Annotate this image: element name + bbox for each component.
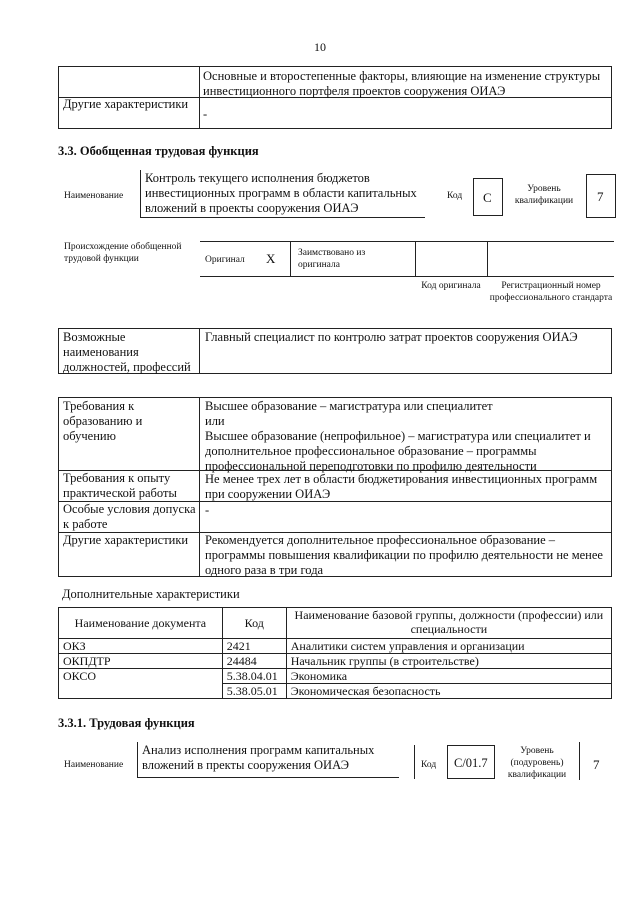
req-exp-value: Не менее трех лет в области бюджетирования инвестиционных программ при сооружении ОИАЭ [205, 472, 598, 501]
top-table-row1-value-cell [199, 66, 612, 98]
name-label: Наименование [64, 191, 124, 201]
tf-code-divider [414, 745, 415, 779]
level-label: Уровень квалификации [514, 184, 574, 206]
table-cell: Экономическая безопасность [286, 684, 611, 699]
other-label-cell [58, 532, 200, 577]
tf-code-value: С/01.7 [454, 756, 488, 770]
code-original-divider [415, 241, 416, 277]
req-exp-label: Требования к опыту практической работы [63, 471, 177, 500]
additional-title: Дополнительные характеристики [62, 587, 240, 601]
special-value-cell [199, 501, 612, 533]
req-edu-value-1: Высшее образование – магистратура или специалитет [205, 399, 493, 413]
origin-label: Происхождение обобщенной трудовой функции [64, 242, 182, 264]
section-title: 3.3. Обобщенная трудовая функция [58, 144, 259, 158]
top-table-row2-value-cell [199, 97, 612, 129]
level-value-cell [586, 174, 616, 218]
header-code: Код [222, 608, 286, 639]
table-cell: ОКСО [59, 669, 223, 699]
table-cell: Начальник группы (в строительстве) [286, 654, 611, 669]
tf-level-divider [579, 742, 580, 780]
table-cell: ОКПДТР [59, 654, 223, 669]
reg-number-label: Регистрационный номер профессионального стандарта [489, 281, 613, 303]
table-cell: Экономика [286, 669, 611, 684]
top-table-row2-label-cell [58, 97, 200, 129]
table-cell: 5.38.04.01 [222, 669, 286, 684]
req-edu-value-2: или [205, 414, 225, 428]
additional-table [58, 607, 612, 699]
other-value-cell [199, 532, 612, 577]
req-edu-label-cell [58, 397, 200, 471]
req-exp-value-cell [199, 470, 612, 502]
top-table-row1-text: Основные и второстепенные факторы, влияющие на изменение структуры инвестиционного портфеля проектов сооружения ОИАЭ [203, 69, 601, 98]
reg-number-divider [487, 241, 488, 277]
tf-name-value: Анализ исполнения программ капитальных вложений в пректы сооружения ОИАЭ [142, 743, 375, 772]
borrowed-label: Заимствовано из оригинала [298, 248, 366, 270]
other-label: Другие характеристики [63, 533, 189, 547]
special-value: - [205, 503, 210, 517]
tf-code-label: Код [421, 760, 437, 770]
table-row [59, 654, 612, 669]
req-exp-label-cell [58, 470, 200, 502]
table-cell: 24484 [222, 654, 286, 669]
table-cell: ОКЗ [59, 639, 223, 654]
subsection-title: 3.3.1. Трудовая функция [58, 716, 195, 730]
table-cell: Аналитики систем управления и организации [286, 639, 611, 654]
table-cell: 5.38.05.01 [222, 684, 286, 699]
page-number: 10 [314, 40, 326, 54]
table-header-row [59, 608, 612, 639]
table-row [59, 669, 612, 684]
name-value: Контроль текущего исполнения бюджетов инвестиционных программ в области капитальных вложений в проекты сооружения ОИАЭ [145, 171, 417, 215]
original-mark: X [266, 251, 276, 266]
header-doc-name: Наименование документа [59, 608, 223, 639]
tf-name-value-cell [137, 742, 399, 778]
special-label-cell [58, 501, 200, 533]
origin-box [200, 241, 614, 277]
table-row [59, 639, 612, 654]
positions-value-cell [199, 328, 612, 374]
tf-code-value-cell [447, 745, 495, 779]
top-table-row1-label-cell [58, 66, 200, 98]
special-label: Особые условия допуска к работе [63, 502, 196, 531]
level-value: 7 [597, 189, 604, 204]
positions-value: Главный специалист по контролю затрат проектов сооружения ОИАЭ [205, 330, 578, 344]
code-value: С [483, 190, 492, 205]
top-table-row2-value: - [203, 107, 208, 121]
code-original-label: Код оригинала [421, 281, 481, 291]
top-table-row2-label: Другие характеристики [63, 97, 189, 111]
borrowed-divider [290, 241, 291, 277]
tf-name-label: Наименование [64, 760, 124, 770]
original-label: Оригинал [205, 255, 245, 265]
req-edu-value-cell [199, 397, 612, 471]
table-cell: 2421 [222, 639, 286, 654]
positions-label: Возможные наименования должностей, профессий [63, 330, 191, 374]
tf-level-value: 7 [593, 757, 600, 772]
code-value-cell [473, 178, 503, 216]
tf-level-label: Уровень (подуровень) квалификации [507, 746, 567, 780]
other-value: Рекомендуется дополнительное профессиональное образование – программы повышения квалификации по профилю деятельности не менее одного раза в три года [205, 533, 603, 577]
code-label: Код [447, 191, 463, 201]
positions-label-cell [58, 328, 200, 374]
name-value-cell [140, 170, 425, 218]
req-edu-value-3: Высшее образование (непрофильное) – магистратура или специалитет и дополнительное профессиональное образование – программы профессиональной переподготовки по профилю деятельности [205, 429, 591, 473]
header-group-name: Наименование базовой группы, должности (профессии) или специальности [286, 608, 611, 639]
req-edu-label: Требования к образованию и обучению [63, 399, 143, 443]
